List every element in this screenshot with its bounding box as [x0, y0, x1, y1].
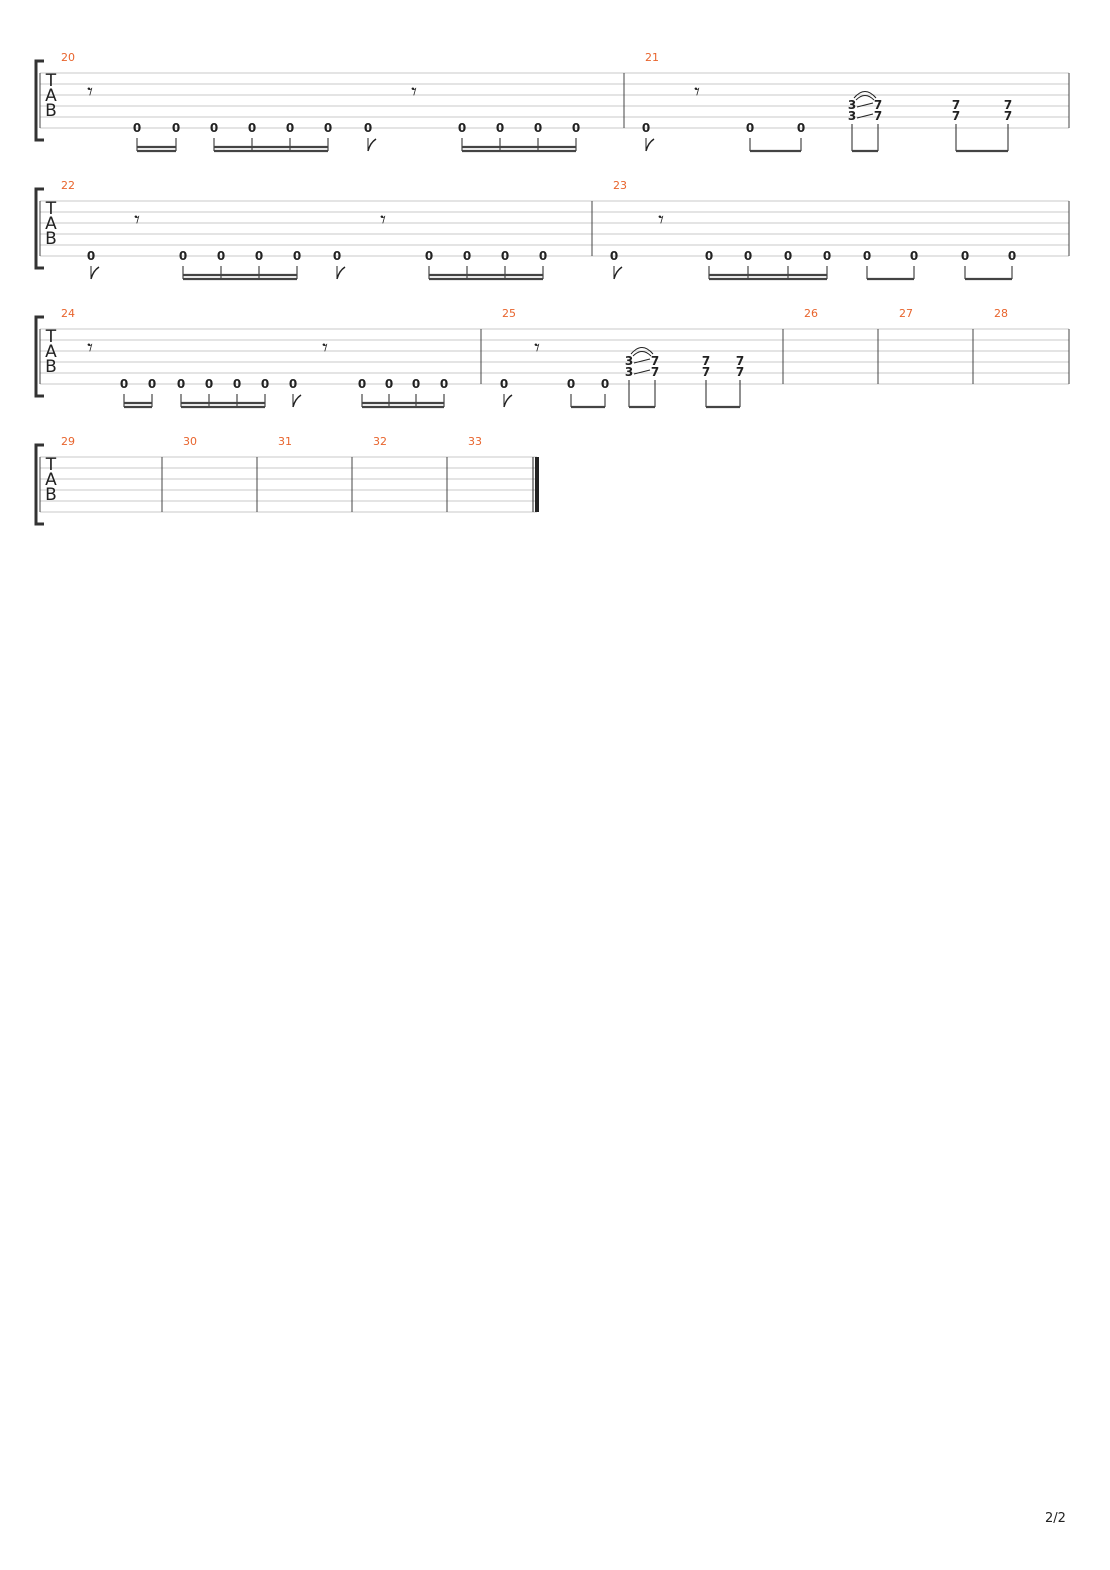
tab-clef-letter: T — [45, 199, 57, 219]
fret-number: 7 — [735, 354, 745, 368]
tie-arc — [856, 96, 874, 101]
note-flag — [504, 395, 512, 407]
fret-number: 0 — [796, 121, 806, 135]
fret-number: 0 — [216, 249, 226, 263]
fret-number: 7 — [650, 354, 660, 368]
measure-number: 32 — [373, 435, 387, 448]
note-flag — [368, 139, 376, 151]
eighth-rest: 𝄾 — [134, 208, 140, 233]
fret-number: 0 — [323, 121, 333, 135]
fret-number: 0 — [424, 249, 434, 263]
fret-number: 0 — [292, 249, 302, 263]
fret-number: 0 — [704, 249, 714, 263]
page-number: 2/2 — [1045, 1511, 1066, 1526]
measure-number: 20 — [61, 51, 75, 64]
eighth-rest: 𝄾 — [322, 336, 328, 361]
fret-number: 0 — [285, 121, 295, 135]
fret-number: 0 — [1007, 249, 1017, 263]
fret-number: 3 — [624, 365, 634, 379]
fret-number: 0 — [538, 249, 548, 263]
fret-number: 0 — [571, 121, 581, 135]
tab-clef-letter: A — [45, 86, 57, 106]
eighth-rest: 𝄾 — [380, 208, 386, 233]
note-flag — [646, 139, 654, 151]
tie-arc — [633, 352, 651, 357]
fret-number: 0 — [745, 121, 755, 135]
tab-clef-letter: B — [45, 101, 57, 121]
fret-number: 0 — [495, 121, 505, 135]
fret-number: 0 — [783, 249, 793, 263]
fret-number: 0 — [204, 377, 214, 391]
fret-number: 0 — [499, 377, 509, 391]
fret-number: 7 — [951, 98, 961, 112]
fret-number: 0 — [86, 249, 96, 263]
measure-number: 22 — [61, 179, 75, 192]
fret-number: 7 — [701, 365, 711, 379]
fret-number: 0 — [254, 249, 264, 263]
note-flag — [293, 395, 301, 407]
fret-number: 7 — [1003, 109, 1013, 123]
fret-number: 0 — [457, 121, 467, 135]
fret-number: 0 — [247, 121, 257, 135]
fret-number: 0 — [533, 121, 543, 135]
fret-number: 0 — [357, 377, 367, 391]
fret-number: 0 — [743, 249, 753, 263]
eighth-rest: 𝄾 — [411, 80, 417, 105]
fret-number: 0 — [439, 377, 449, 391]
tab-clef-letter: B — [45, 485, 57, 505]
fret-number: 7 — [951, 109, 961, 123]
eighth-rest: 𝄾 — [87, 336, 93, 361]
fret-number: 0 — [176, 377, 186, 391]
tab-clef-letter: B — [45, 357, 57, 377]
fret-number: 0 — [862, 249, 872, 263]
measure-number: 21 — [645, 51, 659, 64]
fret-number: 3 — [624, 354, 634, 368]
measure-number: 23 — [613, 179, 627, 192]
fret-number: 0 — [332, 249, 342, 263]
fret-number: 0 — [119, 377, 129, 391]
measure-number: 30 — [183, 435, 197, 448]
fret-number: 0 — [822, 249, 832, 263]
tab-clef-letter: T — [45, 327, 57, 347]
eighth-rest: 𝄾 — [534, 336, 540, 361]
fret-number: 0 — [132, 121, 142, 135]
measure-number: 33 — [468, 435, 482, 448]
note-flag — [91, 267, 99, 279]
fret-number: 0 — [288, 377, 298, 391]
fret-number: 7 — [701, 354, 711, 368]
fret-number: 0 — [909, 249, 919, 263]
measure-number: 25 — [502, 307, 516, 320]
fret-number: 3 — [847, 109, 857, 123]
fret-number: 0 — [500, 249, 510, 263]
fret-number: 0 — [609, 249, 619, 263]
measure-number: 28 — [994, 307, 1008, 320]
fret-number: 7 — [873, 109, 883, 123]
measure-number: 26 — [804, 307, 818, 320]
tab-clef-letter: A — [45, 214, 57, 234]
tab-clef-letter: B — [45, 229, 57, 249]
fret-number: 0 — [232, 377, 242, 391]
fret-number: 0 — [363, 121, 373, 135]
fret-number: 0 — [566, 377, 576, 391]
fret-number: 0 — [178, 249, 188, 263]
tab-clef-letter: A — [45, 470, 57, 490]
tab-clef-letter: T — [45, 71, 57, 91]
measure-number: 29 — [61, 435, 75, 448]
fret-number: 0 — [384, 377, 394, 391]
measure-number: 24 — [61, 307, 75, 320]
fret-number: 0 — [462, 249, 472, 263]
fret-number: 0 — [600, 377, 610, 391]
fret-number: 0 — [411, 377, 421, 391]
fret-number: 7 — [735, 365, 745, 379]
fret-number: 0 — [641, 121, 651, 135]
fret-number: 7 — [873, 98, 883, 112]
fret-number: 3 — [847, 98, 857, 112]
fret-number: 0 — [171, 121, 181, 135]
eighth-rest: 𝄾 — [658, 208, 664, 233]
measure-number: 27 — [899, 307, 913, 320]
fret-number: 0 — [209, 121, 219, 135]
fret-number: 0 — [260, 377, 270, 391]
note-flag — [614, 267, 622, 279]
fret-number: 7 — [1003, 98, 1013, 112]
eighth-rest: 𝄾 — [694, 80, 700, 105]
tab-clef-letter: A — [45, 342, 57, 362]
eighth-rest: 𝄾 — [87, 80, 93, 105]
fret-number: 0 — [147, 377, 157, 391]
fret-number: 7 — [650, 365, 660, 379]
fret-number: 0 — [960, 249, 970, 263]
measure-number: 31 — [278, 435, 292, 448]
tab-clef-letter: T — [45, 455, 57, 475]
note-flag — [337, 267, 345, 279]
